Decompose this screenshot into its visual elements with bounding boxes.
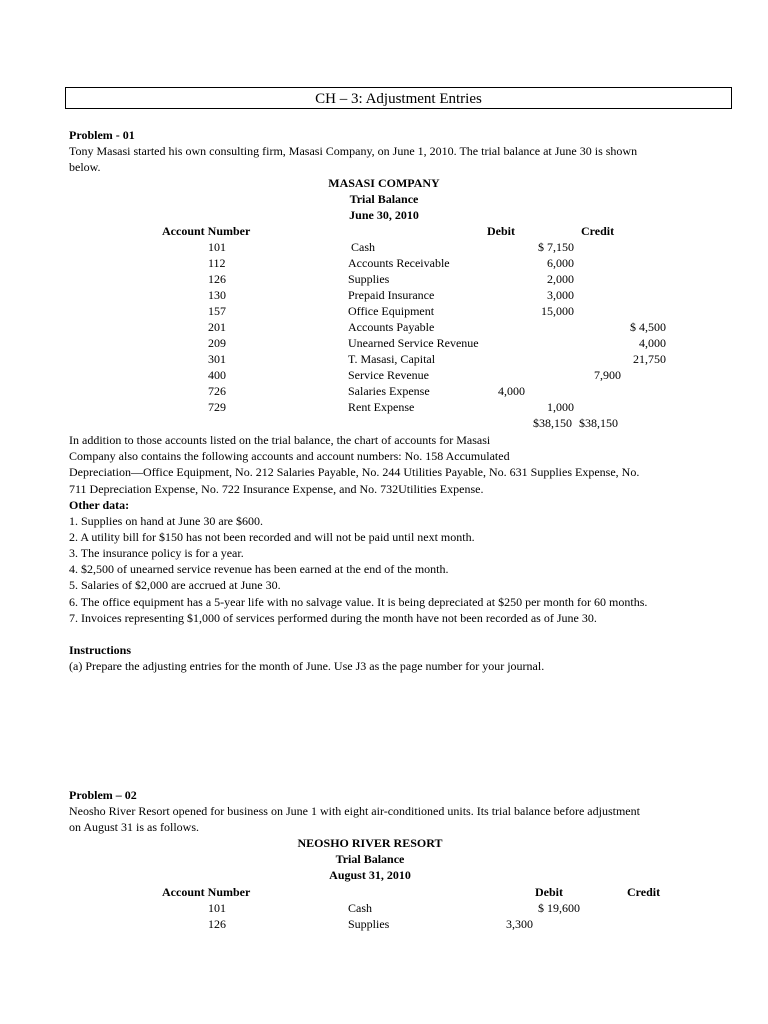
other-data-item: 6. The office equipment has a 5-year life with no salvage value. It is being depreciated at $250 per month for 60 months. xyxy=(69,595,648,609)
p1-row-name: Unearned Service Revenue xyxy=(348,336,479,350)
problem1-header-debit: Debit xyxy=(487,224,515,238)
page-title: CH – 3: Adjustment Entries xyxy=(315,91,482,107)
p1-total-credit: $38,150 xyxy=(579,416,618,430)
p1-row-debit: 1,000 xyxy=(547,400,574,414)
p1-additional-line4: 711 Depreciation Expense, No. 722 Insurance Expense, and No. 732Utilities Expense. xyxy=(69,482,484,496)
p1-row-debit: 2,000 xyxy=(547,272,574,286)
instruction-a: (a) Prepare the adjusting entries for the month of June. Use J3 as the page number for your journal. xyxy=(69,659,545,673)
p1-row-name: Prepaid Insurance xyxy=(348,288,435,302)
problem1-header-account-number: Account Number xyxy=(162,224,251,238)
p1-row-number: 201 xyxy=(208,320,226,334)
p1-row-number: 209 xyxy=(208,336,226,350)
other-data-heading: Other data: xyxy=(69,498,130,512)
p2-row-name: Cash xyxy=(348,901,372,915)
problem1-intro-line1: Tony Masasi started his own consulting firm, Masasi Company, on June 1, 2010. The trial balance at June 30 is shown xyxy=(69,144,638,158)
p1-row-number: 726 xyxy=(208,384,226,398)
p1-row-number: 400 xyxy=(208,368,226,382)
p1-additional-line3: Depreciation—Office Equipment, No. 212 Salaries Payable, No. 244 Utilities Payable, No. 631 Supplies Expense, No. xyxy=(69,465,640,479)
problem1-date: June 30, 2010 xyxy=(349,208,419,222)
other-data-item: 1. Supplies on hand at June 30 are $600. xyxy=(69,514,263,528)
problem2-intro-line1: Neosho River Resort opened for business on June 1 with eight air-conditioned units. Its trial balance before adjustment xyxy=(69,804,640,818)
p2-row-name: Supplies xyxy=(348,917,390,931)
problem1-intro-line2: below. xyxy=(69,160,101,174)
p1-row-credit: 21,750 xyxy=(633,352,666,366)
problem1-statement: Trial Balance xyxy=(349,192,419,206)
p1-row-credit: $ 4,500 xyxy=(630,320,666,334)
p1-row-name: Office Equipment xyxy=(348,304,435,318)
p1-row-number: 101 xyxy=(208,240,226,254)
p1-row-number: 112 xyxy=(208,256,226,270)
problem1-company: MASASI COMPANY xyxy=(328,176,440,190)
p1-row-credit: 7,900 xyxy=(594,368,621,382)
p1-row-name: Rent Expense xyxy=(348,400,415,414)
p1-additional-line2: Company also contains the following accounts and account numbers: No. 158 Accumulated xyxy=(69,449,510,463)
problem1-header-credit: Credit xyxy=(581,224,615,238)
p1-row-credit: 4,000 xyxy=(639,336,666,350)
p2-row-number: 101 xyxy=(208,901,226,915)
title-box xyxy=(65,87,732,109)
p2-row-debit: 3,300 xyxy=(506,917,533,931)
p2-row-debit: $ 19,600 xyxy=(538,901,580,915)
problem1-heading: Problem - 01 xyxy=(69,128,135,142)
instructions-heading: Instructions xyxy=(69,643,132,657)
problem2-company: NEOSHO RIVER RESORT xyxy=(297,836,443,850)
p1-row-name: Accounts Payable xyxy=(348,320,435,334)
problem2-date: August 31, 2010 xyxy=(329,868,411,882)
other-data-item: 7. Invoices representing $1,000 of services performed during the month have not been recorded as of June 30. xyxy=(69,611,597,625)
p1-row-number: 130 xyxy=(208,288,226,302)
p1-row-name: T. Masasi, Capital xyxy=(348,352,436,366)
problem2-statement: Trial Balance xyxy=(335,852,405,866)
p2-row-number: 126 xyxy=(208,917,226,931)
p1-row-debit: 6,000 xyxy=(547,256,574,270)
other-data-item: 2. A utility bill for $150 has not been recorded and will not be paid until next month. xyxy=(69,530,475,544)
problem2-header-account-number: Account Number xyxy=(162,885,251,899)
p1-row-name: Supplies xyxy=(348,272,390,286)
p1-row-debit: 15,000 xyxy=(541,304,574,318)
problem2-header-debit: Debit xyxy=(535,885,563,899)
other-data-item: 5. Salaries of $2,000 are accrued at June 30. xyxy=(69,578,281,592)
problem2-heading: Problem – 02 xyxy=(69,788,137,802)
p1-row-number: 729 xyxy=(208,400,226,414)
other-data-item: 3. The insurance policy is for a year. xyxy=(69,546,244,560)
p1-row-name: Accounts Receivable xyxy=(348,256,450,270)
problem2-intro-line2: on August 31 is as follows. xyxy=(69,820,200,834)
p1-row-number: 157 xyxy=(208,304,226,318)
p1-total-debit: $38,150 xyxy=(533,416,572,430)
other-data-item: 4. $2,500 of unearned service revenue has been earned at the end of the month. xyxy=(69,562,449,576)
p1-row-name: Service Revenue xyxy=(348,368,429,382)
p1-row-number: 126 xyxy=(208,272,226,286)
p1-row-debit: $ 7,150 xyxy=(538,240,574,254)
p1-row-number: 301 xyxy=(208,352,226,366)
problem2-header-credit: Credit xyxy=(627,885,661,899)
p1-row-debit: 3,000 xyxy=(547,288,574,302)
p1-row-debit: 4,000 xyxy=(498,384,525,398)
p1-additional-line1: In addition to those accounts listed on the trial balance, the chart of accounts for Masasi xyxy=(69,433,491,447)
p1-row-name: Cash xyxy=(351,240,375,254)
p1-row-name: Salaries Expense xyxy=(348,384,430,398)
